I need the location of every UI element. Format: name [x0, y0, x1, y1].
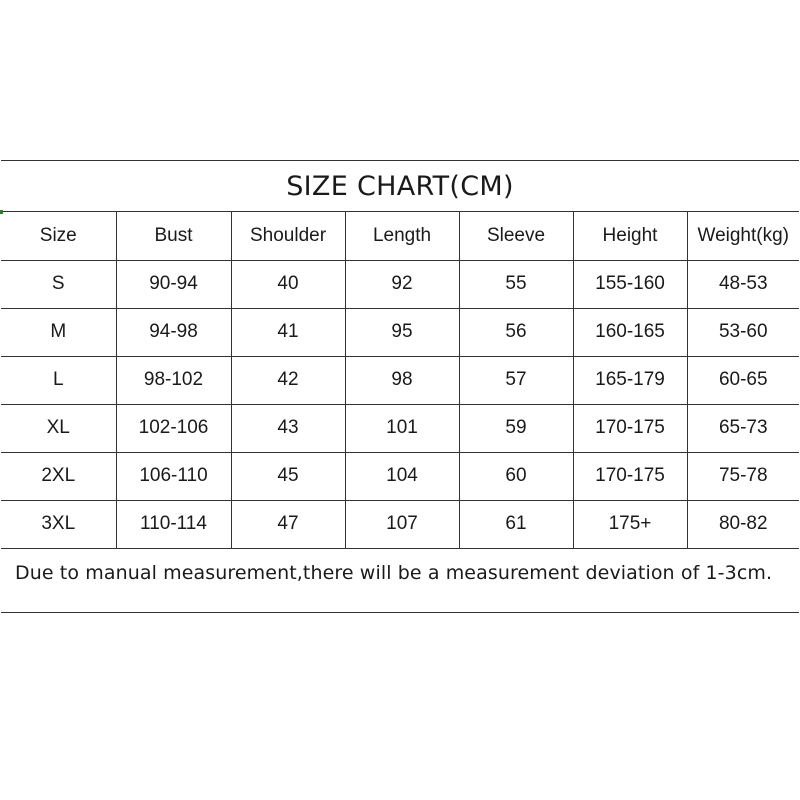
- table-cell: 60-65: [687, 356, 799, 404]
- table-cell: 40: [231, 260, 345, 308]
- table-cell: 56: [459, 308, 573, 356]
- table-cell: 90-94: [116, 260, 231, 308]
- table-cell: 53-60: [687, 308, 799, 356]
- table-cell: 43: [231, 404, 345, 452]
- table-row: [1, 356, 799, 404]
- table-cell: 94-98: [116, 308, 231, 356]
- table-cell: 102-106: [116, 404, 231, 452]
- table-cell: 80-82: [687, 500, 799, 548]
- table-cell: 41: [231, 308, 345, 356]
- table-cell: 45: [231, 452, 345, 500]
- table-row: [1, 260, 799, 308]
- header-cell-weight: Weight(kg): [687, 212, 799, 260]
- table-cell: 106-110: [116, 452, 231, 500]
- table-cell: 48-53: [687, 260, 799, 308]
- table-cell: 170-175: [573, 452, 687, 500]
- table-cell: 104: [345, 452, 459, 500]
- table-cell: 155-160: [573, 260, 687, 308]
- table-row: [1, 404, 799, 452]
- table-row: [1, 500, 799, 548]
- table-cell: XL: [1, 404, 116, 452]
- table-cell: S: [1, 260, 116, 308]
- table-cell: L: [1, 356, 116, 404]
- table-cell: 165-179: [573, 356, 687, 404]
- table-cell: 98-102: [116, 356, 231, 404]
- measurement-note: Due to manual measurement,there will be a measurement deviation of 1-3cm.: [15, 561, 773, 584]
- table-cell: 92: [345, 260, 459, 308]
- header-row: [1, 212, 799, 260]
- table-cell: 60: [459, 452, 573, 500]
- table-cell: 65-73: [687, 404, 799, 452]
- table-cell: 95: [345, 308, 459, 356]
- table-cell: 110-114: [116, 500, 231, 548]
- size-table: [1, 212, 799, 549]
- table-cell: 175+: [573, 500, 687, 548]
- table-cell: 107: [345, 500, 459, 548]
- table-row: [1, 308, 799, 356]
- header-cell-length: Length: [345, 212, 459, 260]
- table-cell: 59: [459, 404, 573, 452]
- table-cell: 47: [231, 500, 345, 548]
- table-cell: 98: [345, 356, 459, 404]
- table-cell: 101: [345, 404, 459, 452]
- table-cell: 160-165: [573, 308, 687, 356]
- corner-mark: [0, 210, 3, 214]
- table-cell: 75-78: [687, 452, 799, 500]
- table-cell: 55: [459, 260, 573, 308]
- table-row: [1, 452, 799, 500]
- header-cell-height: Height: [573, 212, 687, 260]
- header-cell-sleeve: Sleeve: [459, 212, 573, 260]
- table-cell: 170-175: [573, 404, 687, 452]
- header-cell-size: Size: [1, 212, 116, 260]
- table-cell: 61: [459, 500, 573, 548]
- chart-title: SIZE CHART(CM): [1, 161, 799, 212]
- table-cell: 42: [231, 356, 345, 404]
- table-cell: M: [1, 308, 116, 356]
- header-cell-bust: Bust: [116, 212, 231, 260]
- table-cell: 57: [459, 356, 573, 404]
- size-chart: [1, 160, 799, 613]
- header-cell-shoulder: Shoulder: [231, 212, 345, 260]
- table-cell: 3XL: [1, 500, 116, 548]
- table-cell: 2XL: [1, 452, 116, 500]
